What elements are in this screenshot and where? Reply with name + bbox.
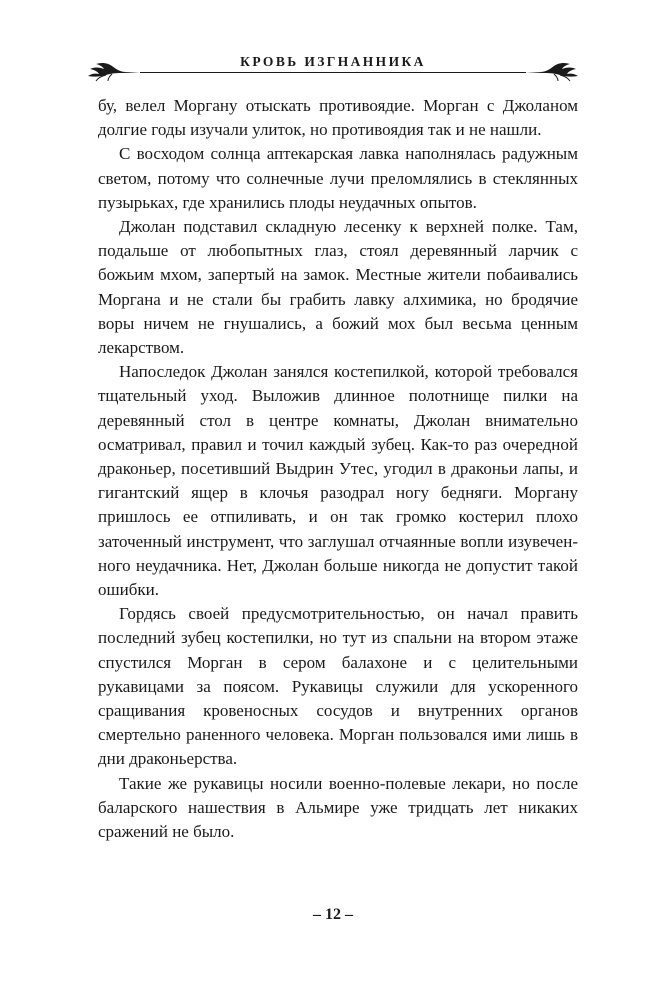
- running-head: КРОВЬ ИЗГНАННИКА: [240, 54, 426, 69]
- paragraph: Напоследок Джолан занялся костепилкой, которой требовался тщательный уход. Выложив длинное полотнище пилки на деревянный стол в центре комнаты, Джолан внимательно осматривал, правил и точил каждый зубец. Как-то раз очередной драконьер, посетивший Выдрин Утес, угодил в драконьи лапы, и гигантский ящер в клочья разодрал ногу бедняги. Моргану пришлось ее отпиливать, и он так громко костерил плохо заточенный инструмент, что заглушал отчаянные вопли изувеченного неудачника. Нет, Джолан больше никогда не допустит такой ошибки.: [98, 362, 578, 600]
- page-body: [98, 94, 578, 844]
- paragraph: Такие же рукавицы носили военно-полевые лекари, но после баларского нашествия в Альмире уже тридцать лет никаких сражений не было.: [98, 773, 578, 842]
- paragraph: С восходом солнца аптекарская лавка наполнялась радужным светом, потому что солнечные лучи преломлялись в стеклянных пузырьках, где хранились плоды неудачных опытов.: [98, 144, 578, 212]
- page-number: – 12 –: [313, 906, 353, 923]
- header-rule: [140, 72, 526, 73]
- dragon-wing-ornament-icon: [526, 60, 580, 82]
- paragraph: Гордясь своей предусмотрительностью, он начал править последний зубец костепилки, но тут из спальни на втором этаже спустился Морган в сером балахоне и с целительными рукавицами за поясом. Рукавицы служили для ускоренного сращивания кровеносных сосудов и внутренних органов смертельно раненного человека. Морган пользовался ими лишь в дни драконьерства.: [98, 604, 578, 769]
- paragraph: Джолан подставил складную лесенку к верхней полке. Там, подальше от любопытных глаз, стоял деревянный ларчик с божьим мхом, запертый на замок. Местные жители побаивались Моргана и не стали бы грабить лавку алхимика, но бродячие воры ничем не гнушались, а божий мох был весьма ценным лекарством.: [98, 217, 578, 358]
- paragraph-continued: бу, велел Моргану отыскать противоядие. Морган с Джоланом долгие годы изучали улиток, но противоядия так и не нашли.: [98, 96, 578, 140]
- page-header: [0, 44, 666, 94]
